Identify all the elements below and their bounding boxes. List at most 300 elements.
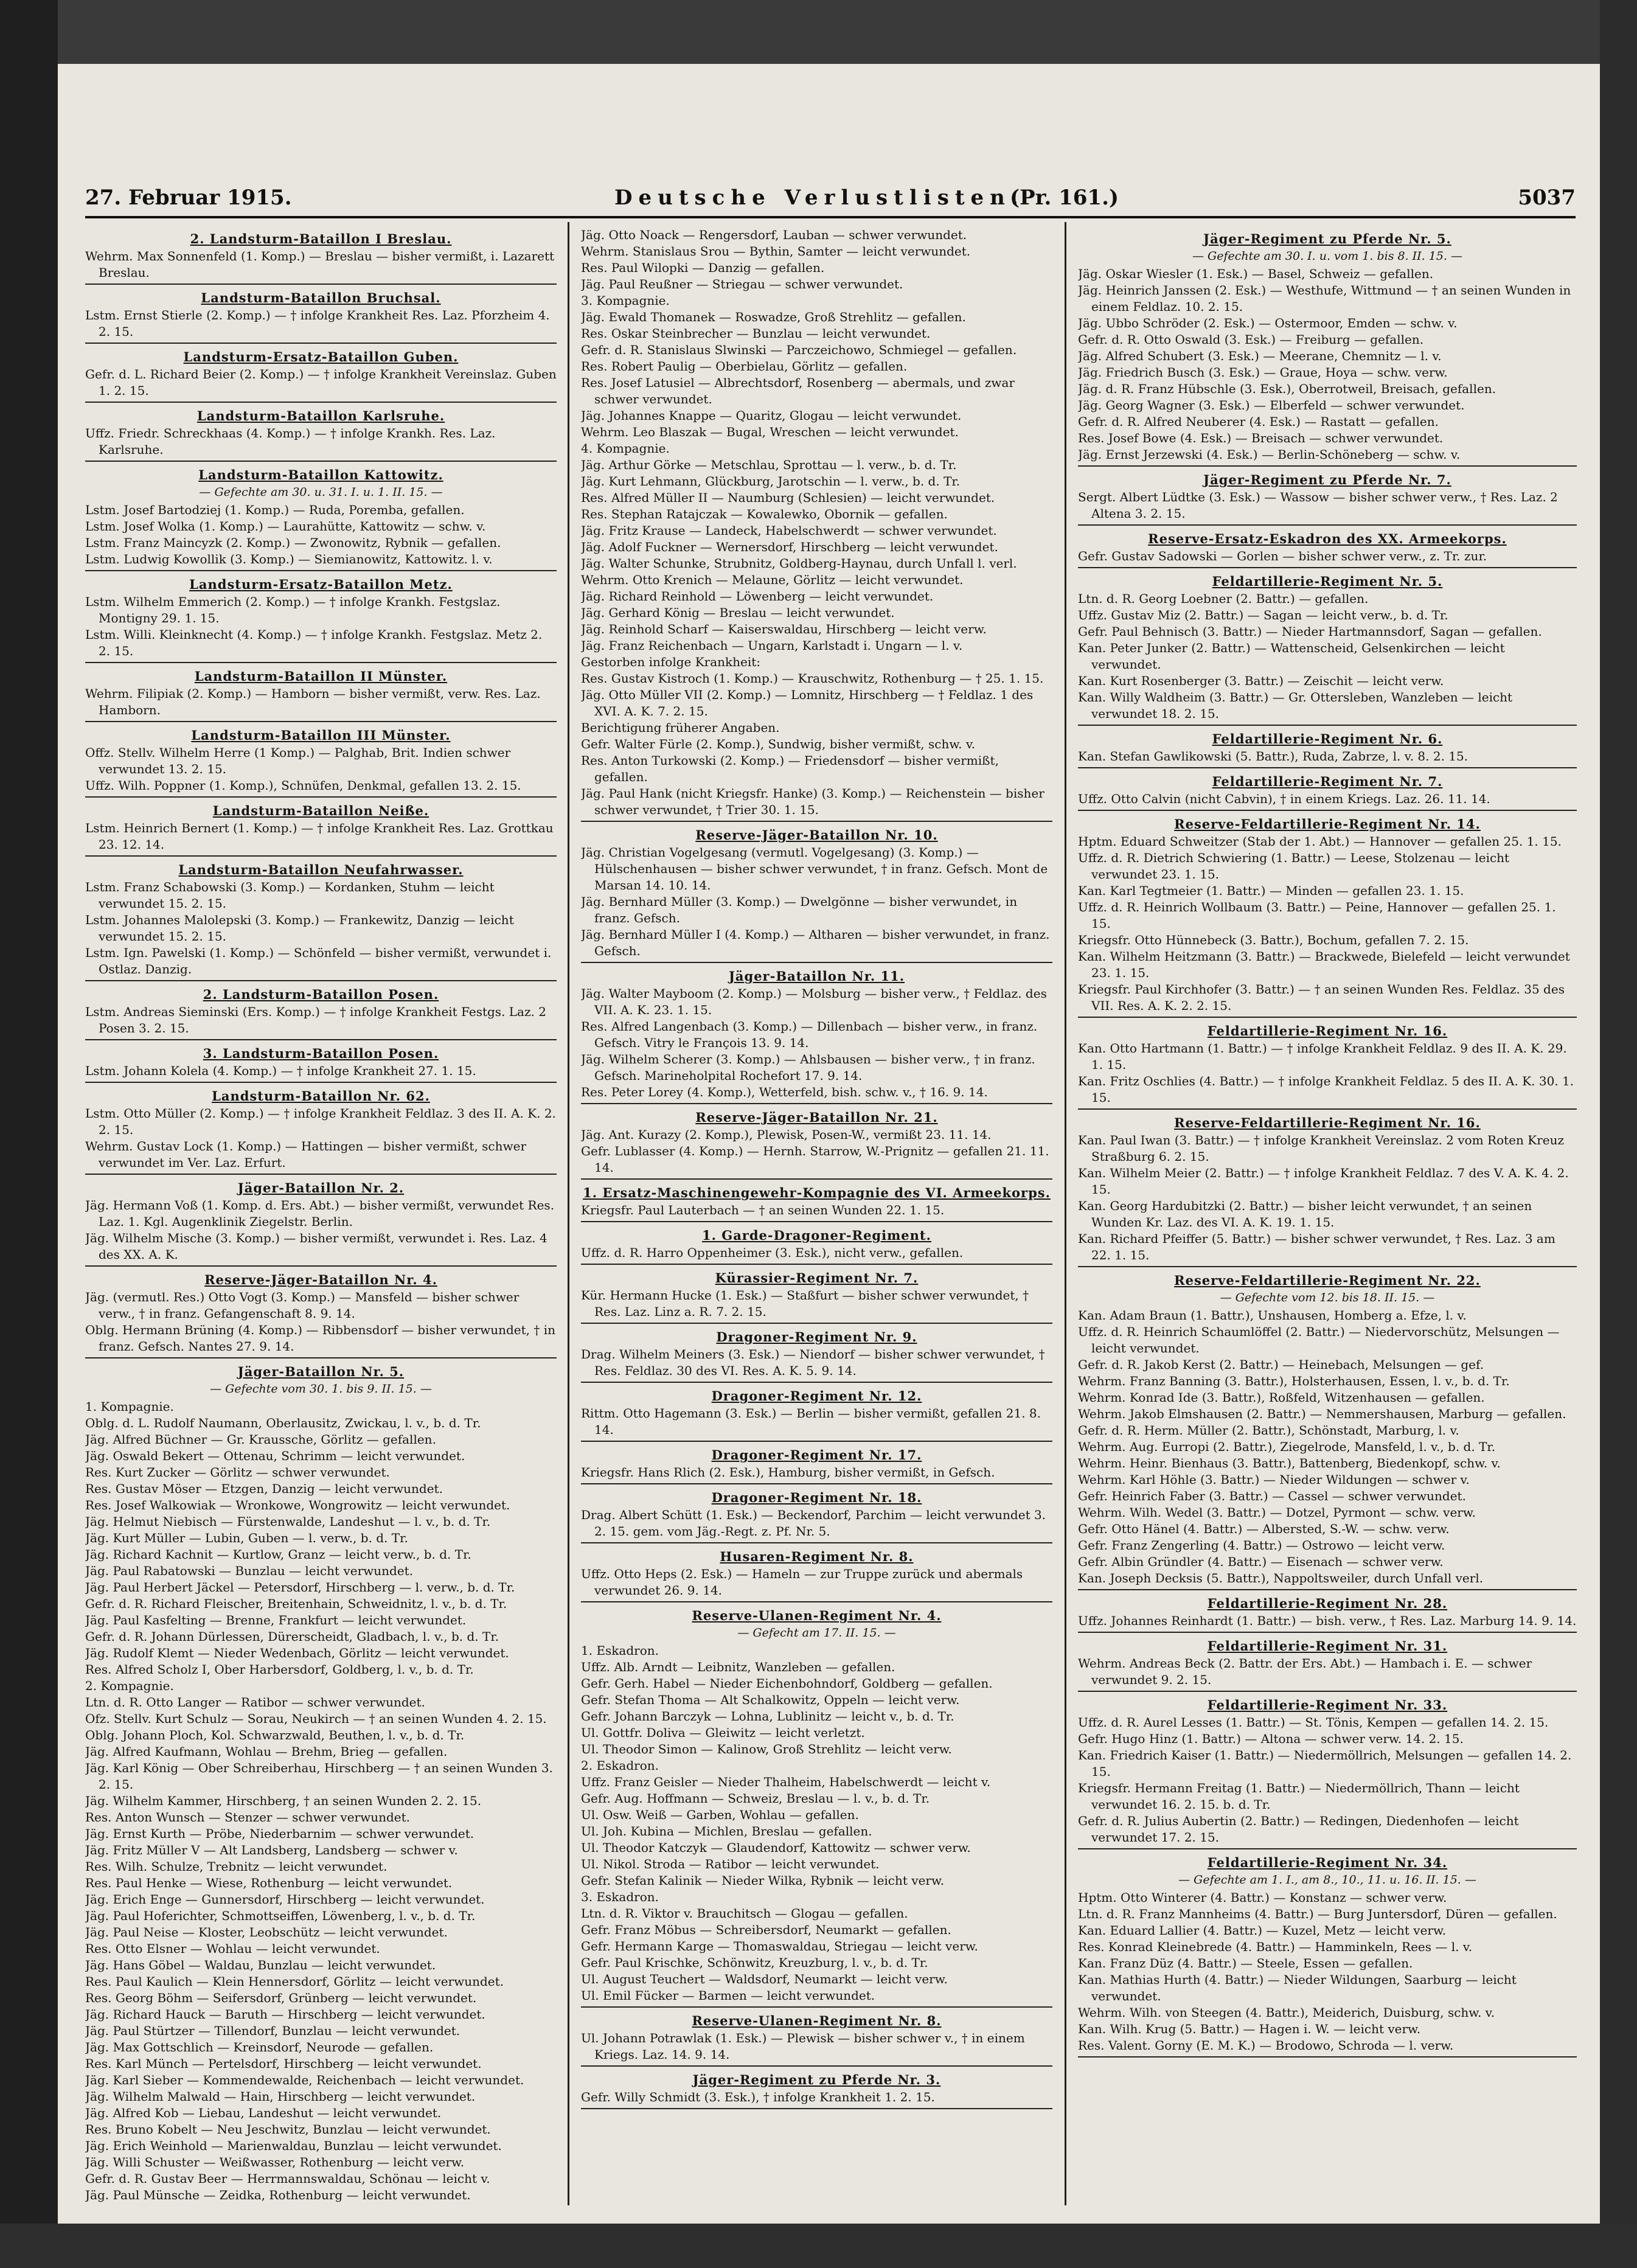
list-item: Jäg. Oskar Wiesler (1. Esk.) — Basel, Schweiz — gefallen. bbox=[1078, 266, 1434, 281]
list-item: Kan. Georg Hardubitzki (2. Battr.) — bisher leicht verwundet, † an seinen Wunden Kr. Laz. des VI. A. K. 19. 1. 15. bbox=[1078, 1198, 1532, 1230]
section-rule bbox=[581, 1323, 1052, 1324]
list-item: Jäg. Ernst Kurth — Pröbe, Niederbarnim — schwer verwundet. bbox=[85, 1826, 474, 1841]
page-header bbox=[85, 183, 1576, 219]
header-date: 27. Februar 1915. bbox=[85, 186, 292, 210]
list-item: Lstm. Josef Wolka (1. Komp.) — Laurahütte, Kattowitz — schw. v. bbox=[85, 519, 486, 534]
list-item: Uffz. Gustav Miz (2. Battr.) — Sagan — leicht verw., b. d. Tr. bbox=[1078, 608, 1448, 622]
section-title: Feldartillerie-Regiment Nr. 33. bbox=[1207, 1697, 1448, 1713]
list-item: Jäg. Paul Herbert Jäckel — Petersdorf, Hirschberg — l. verw., b. d. Tr. bbox=[85, 1580, 515, 1595]
list-item: Jäg. Helmut Niebisch — Fürstenwalde, Landeshut — l. v., b. d. Tr. bbox=[85, 1514, 491, 1529]
section-rule bbox=[581, 821, 1052, 822]
list-item: Jäg. Paul Hoferichter, Schmottseiffen, Löwenberg, l. v., b. d. Tr. bbox=[85, 1908, 476, 1923]
list-item: Res. Stephan Ratajczak — Kowalewko, Obornik — gefallen. bbox=[581, 507, 948, 521]
list-item: Ltn. d. R. Georg Loebner (2. Battr.) — gefallen. bbox=[1078, 591, 1369, 606]
section-rule bbox=[1078, 1108, 1577, 1110]
list-item: Wehrm. Wilh. von Steegen (4. Battr.), Meiderich, Duisburg, schw. v. bbox=[1078, 2005, 1495, 2020]
section-title: 2. Landsturm-Bataillon Posen. bbox=[203, 987, 439, 1002]
list-section bbox=[581, 1329, 1052, 1383]
list-item: Gefr. Albin Gründler (4. Battr.) — Eisenach — schwer verw. bbox=[1078, 1554, 1444, 1569]
list-item: Gefr. Paul Behnisch (3. Battr.) — Nieder Hartmannsdorf, Sagan — gefallen. bbox=[1078, 624, 1542, 639]
list-section bbox=[85, 349, 557, 403]
scan-border-right bbox=[1600, 0, 1637, 2268]
header-title: Deutsche Verlustlisten. bbox=[614, 186, 1024, 210]
section-title: Jäger-Bataillon Nr. 5. bbox=[237, 1364, 405, 1379]
list-section bbox=[581, 1388, 1052, 1442]
list-item: Wehrm. Konrad Ide (3. Battr.), Roßfeld, Witzenhausen — gefallen. bbox=[1078, 1390, 1485, 1405]
list-item: Wehrm. Gustav Lock (1. Komp.) — Hattingen — bisher vermißt, schwer verwundet im Ver. Laz. Erfurt. bbox=[85, 1139, 527, 1170]
section-title: Landsturm-Ersatz-Bataillon Metz. bbox=[189, 577, 453, 592]
section-rule bbox=[1078, 1589, 1577, 1590]
list-item: Jäg. Richard Reinhold — Löwenberg — leicht verwundet. bbox=[581, 589, 934, 604]
list-item: Hptm. Eduard Schweitzer (Stab der 1. Abt.) — Hannover — gefallen 25. 1. 15. bbox=[1078, 834, 1562, 849]
list-item: Gefr. d. R. Otto Oswald (3. Esk.) — Freiburg — gefallen. bbox=[1078, 332, 1424, 347]
list-item: Res. Alfred Langenbach (3. Komp.) — Dillenbach — bisher verw., in franz. Gefsch. Vitry le François 13. 9. 14. bbox=[581, 1019, 1038, 1050]
list-item: Jäg. Bernhard Müller I (4. Komp.) — Altharen — bisher verwundet, in franz. Gefsch. bbox=[581, 927, 1050, 958]
list-item: Kriegsfr. Hans Rlich (2. Esk.), Hamburg, bisher vermißt, in Gefsch. bbox=[581, 1465, 995, 1480]
list-item: Kan. Wilhelm Meier (2. Battr.) — † infolge Krankheit Feldlaz. 7 des V. A. K. 4. 2. 15. bbox=[1078, 1166, 1569, 1197]
section-rule bbox=[581, 1601, 1052, 1602]
list-item: Lstm. Josef Bartodziej (1. Komp.) — Ruda, Poremba, gefallen. bbox=[85, 503, 465, 517]
list-section bbox=[1078, 816, 1577, 1018]
list-item: Sergt. Albert Lüdtke (3. Esk.) — Wassow — bisher schwer verw., † Res. Laz. 2 Altena 3. 2. 15. bbox=[1078, 490, 1558, 521]
list-item: Wehrm. Jakob Elmshausen (2. Battr.) — Nemmershausen, Marburg — gefallen. bbox=[1078, 1407, 1566, 1421]
section-rule bbox=[581, 1221, 1052, 1222]
section-rule bbox=[85, 343, 557, 344]
section-rule bbox=[85, 796, 557, 798]
list-item: Uffz. Friedr. Schreckhaas (4. Komp.) — † infolge Krankh. Res. Laz. Karlsruhe. bbox=[85, 426, 496, 457]
section-title: Reserve-Feldartillerie-Regiment Nr. 16. bbox=[1174, 1115, 1481, 1130]
list-item: Jäg. Alfred Büchner — Gr. Kraussche, Görlitz — gefallen. bbox=[85, 1432, 436, 1447]
list-item: Res. Gustav Möser — Etzgen, Danzig — leicht verwundet. bbox=[85, 1481, 443, 1496]
list-section bbox=[85, 1045, 557, 1083]
list-item: Gefr. d. R. Jakob Kerst (2. Battr.) — Heinebach, Melsungen — gef. bbox=[1078, 1357, 1484, 1372]
list-item: Wehrm. Max Sonnenfeld (1. Komp.) — Breslau — bisher vermißt, i. Lazarett Breslau. bbox=[85, 249, 555, 280]
list-item: Ul. Emil Fücker — Barmen — leicht verwundet. bbox=[581, 1988, 875, 2003]
list-section bbox=[1078, 530, 1577, 568]
list-item: Jäg. Paul Neise — Kloster, Leobschütz — leicht verwundet. bbox=[85, 1925, 448, 1939]
list-item: Jäg. Alfred Kaufmann, Wohlau — Brehm, Brieg — gefallen. bbox=[85, 1744, 448, 1759]
list-section bbox=[85, 576, 557, 663]
list-item: Jäg. Paul Kasfelting — Brenne, Frankfurt — leicht verwundet. bbox=[85, 1613, 467, 1627]
list-item: Gefr. Gustav Sadowski — Gorlen — bisher schwer verw., z. Tr. zur. bbox=[1078, 549, 1487, 563]
column-divider bbox=[568, 222, 569, 2205]
list-section bbox=[1078, 1115, 1577, 1267]
list-item: Jäg. Paul Hank (nicht Kriegsfr. Hanke) (3. Komp.) — Reichenstein — bisher schwer verwundet, † Trier 30. 1. 15. bbox=[581, 786, 1044, 817]
list-item: Kan. Eduard Lallier (4. Battr.) — Kuzel, Metz — leicht verw. bbox=[1078, 1923, 1447, 1938]
section-rule bbox=[1078, 2056, 1577, 2058]
section-title: Landsturm-Bataillon Bruchsal. bbox=[201, 290, 441, 305]
section-title: Landsturm-Bataillon II Münster. bbox=[194, 669, 448, 684]
list-item: Jäg. Erich Weinhold — Marienwaldau, Bunzlau — leicht verwundet. bbox=[85, 2138, 502, 2153]
list-section bbox=[1078, 1638, 1577, 1692]
list-item: Res. Josef Walkowiak — Wronkowe, Wongrowitz — leicht verwundet. bbox=[85, 1498, 510, 1512]
list-item: Jäg. Alfred Schubert (3. Esk.) — Meerane, Chemnitz — l. v. bbox=[1078, 349, 1442, 363]
list-item: Res. Alfred Scholz I, Ober Harbersdorf, Goldberg, l. v., b. d. Tr. bbox=[85, 1662, 474, 1677]
list-section bbox=[581, 2071, 1052, 2109]
list-item: Jäg. Hans Göbel — Waldau, Bunzlau — leicht verwundet. bbox=[85, 1958, 436, 1972]
list-item: Kan. Joseph Decksis (5. Battr.), Nappoltsweiler, durch Unfall verl. bbox=[1078, 1571, 1484, 1585]
list-item: Gefr. Johann Barczyk — Lohna, Lublinitz — leicht v., b. d. Tr. bbox=[581, 1709, 954, 1724]
list-section bbox=[85, 1180, 557, 1267]
list-item: Wehrm. Aug. Eurropi (2. Battr.), Ziegelrode, Mansfeld, l. v., b. d. Tr. bbox=[1078, 1439, 1496, 1454]
section-title: Landsturm-Bataillon Karlsruhe. bbox=[196, 408, 445, 423]
list-section bbox=[1078, 773, 1577, 811]
section-title: Dragoner-Regiment Nr. 18. bbox=[711, 1490, 922, 1505]
list-item: Ltn. d. R. Viktor v. Brauchitsch — Glogau — gefallen. bbox=[581, 1906, 908, 1921]
list-item: Res. Valent. Gorny (E. M. K.) — Brodowo, Schroda — l. verw. bbox=[1078, 2038, 1454, 2053]
list-item: Ul. Theodor Simon — Kalinow, Groß Strehlitz — leicht verw. bbox=[581, 1742, 952, 1756]
list-item: Ul. August Teuchert — Waldsdorf, Neumarkt — leicht verw. bbox=[581, 1972, 948, 1986]
section-title: 3. Landsturm-Bataillon Posen. bbox=[203, 1046, 439, 1061]
list-item: Jäg. Bernhard Müller (3. Komp.) — Dwelgönne — bisher verwundet, in franz. Gefsch. bbox=[581, 894, 1018, 925]
list-item: Jäg. Kurt Müller — Lubin, Guben — l. verw., b. d. Tr. bbox=[85, 1531, 408, 1545]
list-section bbox=[1078, 573, 1577, 726]
section-title: Landsturm-Bataillon Kattowitz. bbox=[198, 467, 443, 482]
list-item: Res. Gustav Kistroch (1. Komp.) — Krauschwitz, Rothenburg — † 25. 1. 15. bbox=[581, 671, 1044, 686]
list-item: Uffz. Wilh. Poppner (1. Komp.), Schnüfen, Denkmal, gefallen 13. 2. 15. bbox=[85, 778, 521, 793]
list-item: Jäg. Paul Reußner — Striegau — schwer verwundet. bbox=[581, 277, 903, 291]
list-item: Offz. Stellv. Wilhelm Herre (1 Komp.) — Palghab, Brit. Indien schwer verwundet 13. 2. 15. bbox=[85, 745, 511, 776]
section-title: Jäger-Regiment zu Pferde Nr. 5. bbox=[1203, 231, 1451, 246]
section-rule bbox=[1078, 1266, 1577, 1267]
section-rule bbox=[581, 1542, 1052, 1543]
list-item: Gefr. Hermann Karge — Thomaswaldau, Striegau — leicht verw. bbox=[581, 1939, 978, 1953]
list-item: Jäg. Karl Sieber — Kommendewalde, Reichenbach — leicht verwundet. bbox=[85, 2073, 524, 2087]
section-title: Landsturm-Bataillon Neiße. bbox=[212, 803, 429, 818]
section-rule bbox=[85, 570, 557, 571]
list-item: Res. Georg Böhm — Seifersdorf, Grünberg — leicht verwundet. bbox=[85, 1991, 477, 2005]
list-item: Kriegsfr. Hermann Freitag (1. Battr.) — Niedermöllrich, Thann — leicht verwundet 16. 2. 15. b. d. Tr. bbox=[1078, 1781, 1520, 1812]
section-title: 1. Ersatz-Maschinengewehr-Kompagnie des VI. Armeekorps. bbox=[583, 1185, 1051, 1200]
list-item: 1. Eskadron. bbox=[581, 1643, 659, 1658]
list-item: Res. Konrad Kleinebrede (4. Battr.) — Hamminkeln, Rees — l. v. bbox=[1078, 1939, 1473, 1954]
header-rule bbox=[85, 216, 1576, 218]
list-item: Oblg. Johann Ploch, Kol. Schwarzwald, Beuthen, l. v., b. d. Tr. bbox=[85, 1728, 465, 1742]
column-divider bbox=[1065, 222, 1066, 2205]
section-rule bbox=[581, 1382, 1052, 1383]
section-subtitle: — Gefechte am 30. u. 31. I. u. 1. II. 15. — bbox=[199, 485, 443, 499]
list-item: Lstm. Ernst Stierle (2. Komp.) — † infolge Krankheit Res. Laz. Pforzheim 4. 2. 15. bbox=[85, 308, 550, 339]
section-rule bbox=[581, 2006, 1052, 2008]
section-title: 1. Garde-Dragoner-Regiment. bbox=[702, 1228, 931, 1243]
section-rule bbox=[1078, 1632, 1577, 1633]
section-rule bbox=[581, 2065, 1052, 2067]
list-item: Jäg. Adolf Fuckner — Wernersdorf, Hirschberg — leicht verwundet. bbox=[581, 540, 998, 554]
section-title: Feldartillerie-Regiment Nr. 5. bbox=[1212, 574, 1443, 589]
list-item: Gestorben infolge Krankheit: bbox=[581, 655, 761, 669]
list-item: Wehrm. Leo Blaszak — Bugal, Wreschen — leicht verwundet. bbox=[581, 425, 959, 439]
list-section bbox=[1078, 231, 1577, 467]
list-item: Ul. Gottfr. Doliva — Gleiwitz — leicht verletzt. bbox=[581, 1725, 865, 1740]
list-item: Jäg. Friedrich Busch (3. Esk.) — Graue, Hoya — schw. verw. bbox=[1078, 365, 1448, 380]
list-item: Oblg. d. L. Rudolf Naumann, Oberlausitz, Zwickau, l. v., b. d. Tr. bbox=[85, 1416, 481, 1430]
list-item: Gefr. Stefan Thoma — Alt Schalkowitz, Oppeln — leicht verw. bbox=[581, 1692, 960, 1707]
section-subtitle: — Gefecht am 17. II. 15. — bbox=[737, 1626, 896, 1640]
list-item: Gefr. Franz Möbus — Schreibersdorf, Neumarkt — gefallen. bbox=[581, 1922, 951, 1937]
list-item: Kriegsfr. Otto Hünnebeck (3. Battr.), Bochum, gefallen 7. 2. 15. bbox=[1078, 933, 1469, 947]
list-item: Lstm. Andreas Sieminski (Ers. Komp.) — † infolge Krankheit Festgs. Laz. 2 Posen 3. 2. 15. bbox=[85, 1004, 546, 1035]
list-section bbox=[85, 1088, 557, 1175]
section-title: Jäger-Bataillon Nr. 11. bbox=[728, 969, 905, 984]
list-item: Gefr. Otto Hänel (4. Battr.) — Albersted, S.-W. — schw. verw. bbox=[1078, 1522, 1450, 1536]
list-item: Ofz. Stellv. Kurt Schulz — Sorau, Neukirch — † an seinen Wunden 4. 2. 15. bbox=[85, 1711, 547, 1726]
list-item: Gefr. Stefan Kalinik — Nieder Wilka, Rybnik — leicht verw. bbox=[581, 1873, 945, 1888]
list-item: Kan. Willy Waldheim (3. Battr.) — Gr. Ottersleben, Wanzleben — leicht verwundet 18. 2. 15. bbox=[1078, 690, 1513, 721]
section-title: Landsturm-Bataillon III Münster. bbox=[191, 728, 451, 743]
list-item: Lstm. Johann Kolela (4. Komp.) — † infolge Krankheit 27. 1. 15. bbox=[85, 1063, 476, 1078]
section-rule bbox=[85, 284, 557, 285]
list-item: 2. Kompagnie. bbox=[85, 1678, 174, 1693]
list-item: 3. Kompagnie. bbox=[581, 293, 670, 308]
list-item: Kan. Paul Iwan (3. Battr.) — † infolge Krankheit Vereinslaz. 2 vom Roten Kreuz Straßburg 6. 2. 15. bbox=[1078, 1133, 1565, 1164]
list-item: Lstm. Franz Schabowski (3. Komp.) — Kordanken, Stuhm — leicht verwundet 15. 2. 15. bbox=[85, 880, 495, 911]
list-item: Jäg. Fritz Müller V — Alt Landsberg, Landsberg — schwer v. bbox=[85, 1843, 458, 1857]
list-item: Drag. Albert Schütt (1. Esk.) — Beckendorf, Parchim — leicht verwundet 3. 2. 15. gem. vom Jäg.-Regt. z. Pf. Nr. 5. bbox=[581, 1508, 1046, 1539]
list-section bbox=[85, 1363, 557, 2204]
list-item: Jäg. Heinrich Janssen (2. Esk.) — Westhufe, Wittmund — † an seinen Wunden in einem Feldlaz. 10. 2. 15. bbox=[1078, 283, 1571, 314]
section-title: Feldartillerie-Regiment Nr. 31. bbox=[1207, 1638, 1448, 1654]
section-title: Reserve-Feldartillerie-Regiment Nr. 22. bbox=[1174, 1273, 1481, 1288]
list-section bbox=[581, 227, 1052, 822]
section-title: Reserve-Ersatz-Eskadron des XX. Armeekorps. bbox=[1148, 531, 1507, 546]
list-item: Uffz. d. R. Aurel Lesses (1. Battr.) — St. Tönis, Kempen — gefallen 14. 2. 15. bbox=[1078, 1715, 1549, 1730]
list-item: Lstm. Willi. Kleinknecht (4. Komp.) — † infolge Krankh. Festgslaz. Metz 2. 2. 15. bbox=[85, 627, 543, 658]
list-item: Gefr. d. R. Gustav Beer — Herrmannswaldau, Schönau — leicht v. bbox=[85, 2171, 490, 2186]
section-title: Dragoner-Regiment Nr. 9. bbox=[716, 1329, 917, 1344]
list-item: Ul. Joh. Kubina — Michlen, Breslau — gefallen. bbox=[581, 1824, 872, 1838]
list-section bbox=[85, 668, 557, 722]
list-item: Res. Josef Latusiel — Albrechtsdorf, Rosenberg — abermals, und zwar schwer verwundet. bbox=[581, 375, 1015, 406]
section-title: Feldartillerie-Regiment Nr. 34. bbox=[1207, 1855, 1448, 1870]
list-section bbox=[85, 986, 557, 1040]
list-item: Berichtigung früherer Angaben. bbox=[581, 720, 780, 735]
list-item: Jäg. Rudolf Klemt — Nieder Wedenbach, Görlitz — leicht verwundet. bbox=[85, 1646, 509, 1660]
list-item: Wehrm. Andreas Beck (2. Battr. der Ers. Abt.) — Hambach i. E. — schwer verwundet 9. 2. 15. bbox=[1078, 1656, 1532, 1687]
section-title: Jäger-Regiment zu Pferde Nr. 3. bbox=[692, 2072, 941, 2087]
scan-border-top bbox=[0, 0, 1637, 64]
list-item: Uffz. Otto Heps (2. Esk.) — Hameln — zur Truppe zurück und abermals verwundet 26. 9. 14. bbox=[581, 1567, 1023, 1598]
list-section bbox=[85, 290, 557, 344]
list-item: Jäg. Paul Münsche — Zeidka, Rothenburg — leicht verwundet. bbox=[85, 2188, 471, 2202]
list-item: Jäg. Wilhelm Scherer (3. Komp.) — Ahlsbausen — bisher verw., † in franz. Gefsch. Marineholpital Rochefort 17. 9. 14. bbox=[581, 1052, 1035, 1083]
list-item: Lstm. Otto Müller (2. Komp.) — † infolge Krankheit Feldlaz. 3 des II. A. K. 2. 2. 15. bbox=[85, 1106, 556, 1137]
list-item: Jäg. Ewald Thomanek — Roswadze, Groß Strehlitz — gefallen. bbox=[581, 310, 966, 324]
list-item: Uffz. d. R. Dietrich Schwiering (1. Battr.) — Leese, Stolzenau — leicht verwundet 23. 1. 15. bbox=[1078, 850, 1510, 882]
list-item: Gefr. Willy Schmidt (3. Esk.), † infolge Krankheit 1. 2. 15. bbox=[581, 2090, 935, 2104]
list-item: 1. Kompagnie. bbox=[85, 1399, 174, 1414]
list-item: Gefr. Paul Krischke, Schönwitz, Kreuzburg, l. v., b. d. Tr. bbox=[581, 1955, 928, 1970]
list-item: Kan. Karl Tegtmeier (1. Battr.) — Minden — gefallen 23. 1. 15. bbox=[1078, 883, 1464, 898]
section-rule bbox=[581, 2108, 1052, 2109]
list-item: Jäg. Wilhelm Malwald — Hain, Hirschberg — leicht verwundet. bbox=[85, 2089, 476, 2104]
section-rule bbox=[85, 721, 557, 722]
list-item: Uffz. Johannes Reinhardt (1. Battr.) — bish. verw., † Res. Laz. Marburg 14. 9. 14. bbox=[1078, 1613, 1577, 1628]
column-2 bbox=[581, 227, 1052, 2204]
list-item: Jäg. Oswald Bekert — Ottenau, Schrimm — leicht verwundet. bbox=[85, 1449, 465, 1463]
section-rule bbox=[85, 662, 557, 663]
list-section bbox=[581, 1548, 1052, 1602]
list-item: Wehrm. Karl Höhle (3. Battr.) — Nieder Wildungen — schwer v. bbox=[1078, 1472, 1470, 1487]
list-item: 3. Eskadron. bbox=[581, 1890, 659, 1904]
section-rule bbox=[85, 461, 557, 462]
list-item: Wehrm. Filipiak (2. Komp.) — Hamborn — bisher vermißt, verw. Res. Laz. Hamborn. bbox=[85, 686, 541, 717]
header-page-number: 5037 bbox=[1518, 186, 1576, 210]
section-rule bbox=[85, 980, 557, 981]
list-item: Lstm. Franz Maincyzk (2. Komp.) — Zwonowitz, Rybnik — gefallen. bbox=[85, 535, 501, 550]
list-item: Kan. Mathias Hurth (4. Battr.) — Nieder Wildungen, Saarburg — leicht verwundet. bbox=[1078, 1972, 1517, 2003]
list-section bbox=[1078, 1595, 1577, 1633]
list-item: Res. Karl Münch — Pertelsdorf, Hirschberg — leicht verwundet. bbox=[85, 2056, 482, 2071]
section-title: Reserve-Jäger-Bataillon Nr. 10. bbox=[695, 827, 938, 843]
section-title: Dragoner-Regiment Nr. 17. bbox=[711, 1447, 922, 1463]
list-item: Jäg. Walter Mayboom (2. Komp.) — Molsburg — bisher verw., † Feldlaz. des VII. A. K. 23. 1. 15. bbox=[581, 986, 1047, 1017]
list-section bbox=[581, 1109, 1052, 1180]
list-item: Kan. Wilh. Krug (5. Battr.) — Hagen i. W. — leicht verw. bbox=[1078, 2022, 1421, 2036]
list-item: Res. Kurt Zucker — Görlitz — schwer verwundet. bbox=[85, 1465, 390, 1480]
section-rule bbox=[1078, 767, 1577, 768]
section-subtitle: — Gefechte am 30. I. u. vom 1. bis 8. II. 15. — bbox=[1192, 249, 1462, 263]
list-item: Kan. Richard Pfeiffer (5. Battr.) — bisher schwer verwundet, † Res. Laz. 3 am 22. 1. 15. bbox=[1078, 1231, 1555, 1262]
list-item: Kan. Stefan Gawlikowski (5. Battr.), Ruda, Zabrze, l. v. 8. 2. 15. bbox=[1078, 749, 1468, 764]
list-item: Wehrm. Wilh. Wedel (3. Battr.) — Dotzel, Pyrmont — schw. verw. bbox=[1078, 1505, 1476, 1520]
section-rule bbox=[85, 1357, 557, 1358]
section-rule bbox=[85, 1039, 557, 1040]
list-item: Jäg. Otto Noack — Rengersdorf, Lauban — schwer verwundet. bbox=[581, 228, 967, 242]
list-item: Wehrm. Heinr. Bienhaus (3. Battr.), Battenberg, Biedenkopf, schw. v. bbox=[1078, 1456, 1501, 1470]
list-item: Kriegsfr. Paul Kirchhofer (3. Battr.) — † an seinen Wunden Res. Feldlaz. 35 des VII. Res. A. K. 2. 2. 15. bbox=[1078, 982, 1565, 1013]
section-rule bbox=[581, 962, 1052, 963]
list-item: Kan. Kurt Rosenberger (3. Battr.) — Zeischit — leicht verw. bbox=[1078, 673, 1444, 688]
list-item: Kan. Fritz Oschlies (4. Battr.) — † infolge Krankheit Feldlaz. 5 des II. A. K. 30. 1. 15. bbox=[1078, 1074, 1574, 1105]
list-section bbox=[581, 1184, 1052, 1222]
list-section bbox=[581, 2012, 1052, 2067]
list-item: Ul. Nikol. Stroda — Ratibor — leicht verwundet. bbox=[581, 1857, 880, 1871]
list-item: Jäg. Paul Rabatowski — Bunzlau — leicht verwundet. bbox=[85, 1564, 414, 1578]
section-title: Feldartillerie-Regiment Nr. 16. bbox=[1207, 1023, 1448, 1038]
list-item: Gefr. Aug. Hoffmann — Schweiz, Breslau — l. v., b. d. Tr. bbox=[581, 1791, 930, 1806]
scan-border-bottom bbox=[0, 2224, 1637, 2268]
list-item: Jäg. Johannes Knappe — Quaritz, Glogau — leicht verwundet. bbox=[581, 408, 962, 423]
list-item: Jäg. Richard Kachnit — Kurtlow, Granz — leicht verw., b. d. Tr. bbox=[85, 1547, 471, 1562]
list-item: Jäg. Willi Schuster — Weißwasser, Rothenburg — leicht verw. bbox=[85, 2155, 465, 2169]
section-rule bbox=[1078, 524, 1577, 526]
section-title: Husaren-Regiment Nr. 8. bbox=[720, 1549, 914, 1564]
list-item: Res. Otto Elsner — Wohlau — leicht verwundet. bbox=[85, 1941, 380, 1956]
list-section bbox=[1078, 731, 1577, 768]
list-section bbox=[581, 1270, 1052, 1324]
list-item: Jäg. Ant. Kurazy (2. Komp.), Plewisk, Posen-W., vermißt 23. 11. 14. bbox=[581, 1127, 992, 1142]
section-title: Landsturm-Bataillon Neufahrwasser. bbox=[178, 862, 464, 877]
list-item: Uffz. Otto Calvin (nicht Cabvin), † in einem Kriegs. Laz. 26. 11. 14. bbox=[1078, 791, 1490, 806]
list-item: Gefr. d. R. Julius Aubertin (2. Battr.) — Redingen, Diedenhofen — leicht verwundet 17. 2. 15. bbox=[1078, 1814, 1519, 1845]
list-section bbox=[85, 727, 557, 798]
section-rule bbox=[1078, 567, 1577, 568]
list-section bbox=[581, 827, 1052, 963]
list-section bbox=[581, 968, 1052, 1104]
list-item: Lstm. Wilhelm Emmerich (2. Komp.) — † infolge Krankh. Festgslaz. Montigny 29. 1. 15. bbox=[85, 594, 501, 625]
list-item: Jäg. Wilhelm Mische (3. Komp.) — bisher vermißt, verwundet i. Res. Laz. 4 des XX. A. K. bbox=[85, 1231, 547, 1262]
list-item: Kan. Otto Hartmann (1. Battr.) — † infolge Krankheit Feldlaz. 9 des II. A. K. 29. 1. 15. bbox=[1078, 1041, 1567, 1072]
list-item: Kan. Wilhelm Heitzmann (3. Battr.) — Brackwede, Bielefeld — leicht verwundet 23. 1. 15. bbox=[1078, 949, 1570, 980]
list-item: Jäg. d. R. Franz Hübschle (3. Esk.), Oberrotweil, Breisach, gefallen. bbox=[1078, 381, 1496, 396]
list-item: Kan. Franz Düz (4. Battr.) — Steele, Essen — gefallen. bbox=[1078, 1956, 1413, 1971]
section-rule bbox=[1078, 810, 1577, 811]
section-rule bbox=[581, 1483, 1052, 1484]
list-item: Gefr. d. R. Stanislaus Slwinski — Parczeichowo, Schmiegel — gefallen. bbox=[581, 343, 1017, 357]
list-item: Jäg. Paul Stürtzer — Tillendorf, Bunzlau — leicht verwundet. bbox=[85, 2023, 461, 2038]
list-item: Res. Bruno Kobelt — Neu Jeschwitz, Bunzlau — leicht verwundet. bbox=[85, 2122, 491, 2137]
list-item: Ltn. d. R. Otto Langer — Ratibor — schwer verwundet. bbox=[85, 1695, 425, 1710]
section-rule bbox=[85, 1174, 557, 1175]
list-section bbox=[581, 1489, 1052, 1543]
list-item: Wehrm. Stanislaus Srou — Bythin, Samter — leicht verwundet. bbox=[581, 244, 971, 259]
list-item: Lstm. Heinrich Bernert (1. Komp.) — † infolge Krankheit Res. Laz. Grottkau 23. 12. 14. bbox=[85, 821, 554, 852]
list-item: Gefr. Hugo Hinz (1. Battr.) — Altona — schwer verw. 14. 2. 15. bbox=[1078, 1731, 1464, 1746]
section-title: Jäger-Bataillon Nr. 2. bbox=[237, 1180, 405, 1195]
list-item: Lstm. Johannes Malolepski (3. Komp.) — Frankewitz, Danzig — leicht verwundet 15. 2. 15. bbox=[85, 913, 514, 944]
list-item: Gefr. Franz Zengerling (4. Battr.) — Ostrowo — leicht verw. bbox=[1078, 1538, 1445, 1553]
section-rule bbox=[581, 1441, 1052, 1442]
list-item: Rittm. Otto Hagemann (3. Esk.) — Berlin — bisher vermißt, gefallen 21. 8. 14. bbox=[581, 1406, 1041, 1437]
list-item: Jäg. (vermutl. Res.) Otto Vogt (3. Komp.) — Mansfeld — bisher schwer verw., † in franz. Gefangenschaft 8. 9. 14. bbox=[85, 1290, 520, 1321]
list-item: Jäg. Ubbo Schröder (2. Esk.) — Ostermoor, Emden — schw. v. bbox=[1078, 316, 1458, 330]
list-item: Ltn. d. R. Franz Mannheims (4. Battr.) — Burg Juntersdorf, Düren — gefallen. bbox=[1078, 1907, 1557, 1921]
list-section bbox=[85, 467, 557, 571]
section-rule bbox=[1078, 1017, 1577, 1018]
list-item: Jäg. Max Gottschlich — Kreinsdorf, Neurode — gefallen. bbox=[85, 2040, 434, 2054]
list-section bbox=[85, 861, 557, 981]
list-item: Gefr. Gerh. Habel — Nieder Eichenbohndorf, Goldberg — gefallen. bbox=[581, 1676, 993, 1691]
list-item: Jäg. Arthur Görke — Metschlau, Sprottau — l. verw., b. d. Tr. bbox=[581, 457, 957, 472]
list-item: Jäg. Hermann Voß (1. Komp. d. Ers. Abt.) — bisher vermißt, verwundet Res. Laz. 1. Kgl. Augenklinik Ziegelstr. Berlin. bbox=[85, 1198, 555, 1229]
list-item: Res. Alfred Müller II — Naumburg (Schlesien) — leicht verwundet. bbox=[581, 490, 995, 505]
list-item: Jäg. Reinhold Scharf — Kaiserswaldau, Hirschberg — leicht verw. bbox=[581, 622, 987, 636]
list-item: Wehrm. Franz Banning (3. Battr.), Holsterhausen, Essen, l. v., b. d. Tr. bbox=[1078, 1374, 1510, 1388]
section-title: 2. Landsturm-Bataillon I Breslau. bbox=[190, 231, 452, 246]
section-title: Jäger-Regiment zu Pferde Nr. 7. bbox=[1203, 472, 1451, 487]
list-item: Gefr. d. R. Herm. Müller (2. Battr.), Schönstadt, Marburg, l. v. bbox=[1078, 1423, 1459, 1438]
list-item: Gefr. Walter Fürle (2. Komp.), Sundwig, bisher vermißt, schw. v. bbox=[581, 737, 976, 751]
section-subtitle: — Gefechte vom 30. 1. bis 9. II. 15. — bbox=[210, 1382, 432, 1396]
section-title: Feldartillerie-Regiment Nr. 6. bbox=[1212, 731, 1443, 746]
list-item: Uffz. d. R. Heinrich Schaumlöffel (2. Battr.) — Niedervorschütz, Melsungen — leicht verwundet. bbox=[1078, 1324, 1560, 1355]
list-section bbox=[1078, 1023, 1577, 1110]
list-item: Gefr. d. L. Richard Beier (2. Komp.) — † infolge Krankheit Vereinslaz. Guben 1. 2. 15. bbox=[85, 367, 557, 398]
list-item: Jäg. Erich Enge — Gunnersdorf, Hirschberg — leicht verwundet. bbox=[85, 1892, 485, 1907]
list-section bbox=[581, 1447, 1052, 1484]
list-item: Jäg. Ernst Jerzewski (4. Esk.) — Berlin-Schöneberg — schw. v. bbox=[1078, 447, 1461, 462]
list-item: Jäg. Otto Müller VII (2. Komp.) — Lomnitz, Hirschberg — † Feldlaz. 1 des XVI. A. K. 7. 2. 15. bbox=[581, 687, 1034, 718]
list-item: Res. Paul Wilopki — Danzig — gefallen. bbox=[581, 260, 825, 275]
section-rule bbox=[85, 1265, 557, 1267]
list-item: Res. Josef Bowe (4. Esk.) — Breisach — schwer verwundet. bbox=[1078, 431, 1444, 445]
section-title: Feldartillerie-Regiment Nr. 7. bbox=[1212, 774, 1443, 789]
section-title: Dragoner-Regiment Nr. 12. bbox=[711, 1388, 922, 1404]
section-rule bbox=[581, 1178, 1052, 1180]
section-title: Feldartillerie-Regiment Nr. 28. bbox=[1207, 1596, 1448, 1611]
column-3 bbox=[1078, 227, 1577, 2204]
list-section bbox=[85, 1271, 557, 1358]
list-item: Gefr. d. R. Alfred Neuberer (4. Esk.) — Rastatt — gefallen. bbox=[1078, 414, 1439, 429]
section-title: Kürassier-Regiment Nr. 7. bbox=[715, 1270, 919, 1285]
section-rule bbox=[1078, 725, 1577, 726]
section-title: Reserve-Ulanen-Regiment Nr. 8. bbox=[692, 2013, 942, 2028]
list-item: Jäg. Georg Wagner (3. Esk.) — Elberfeld — schwer verwundet. bbox=[1078, 398, 1465, 412]
list-item: Jäg. Walter Schunke, Strubnitz, Goldberg-Haynau, durch Unfall l. verl. bbox=[581, 556, 1017, 571]
list-section bbox=[1078, 1272, 1577, 1590]
list-item: Uffz. d. R. Heinrich Wollbaum (3. Battr.) — Peine, Hannover — gefallen 25. 1. 15. bbox=[1078, 900, 1556, 931]
list-item: Kriegsfr. Paul Lauterbach — † an seinen Wunden 22. 1. 15. bbox=[581, 1203, 945, 1217]
